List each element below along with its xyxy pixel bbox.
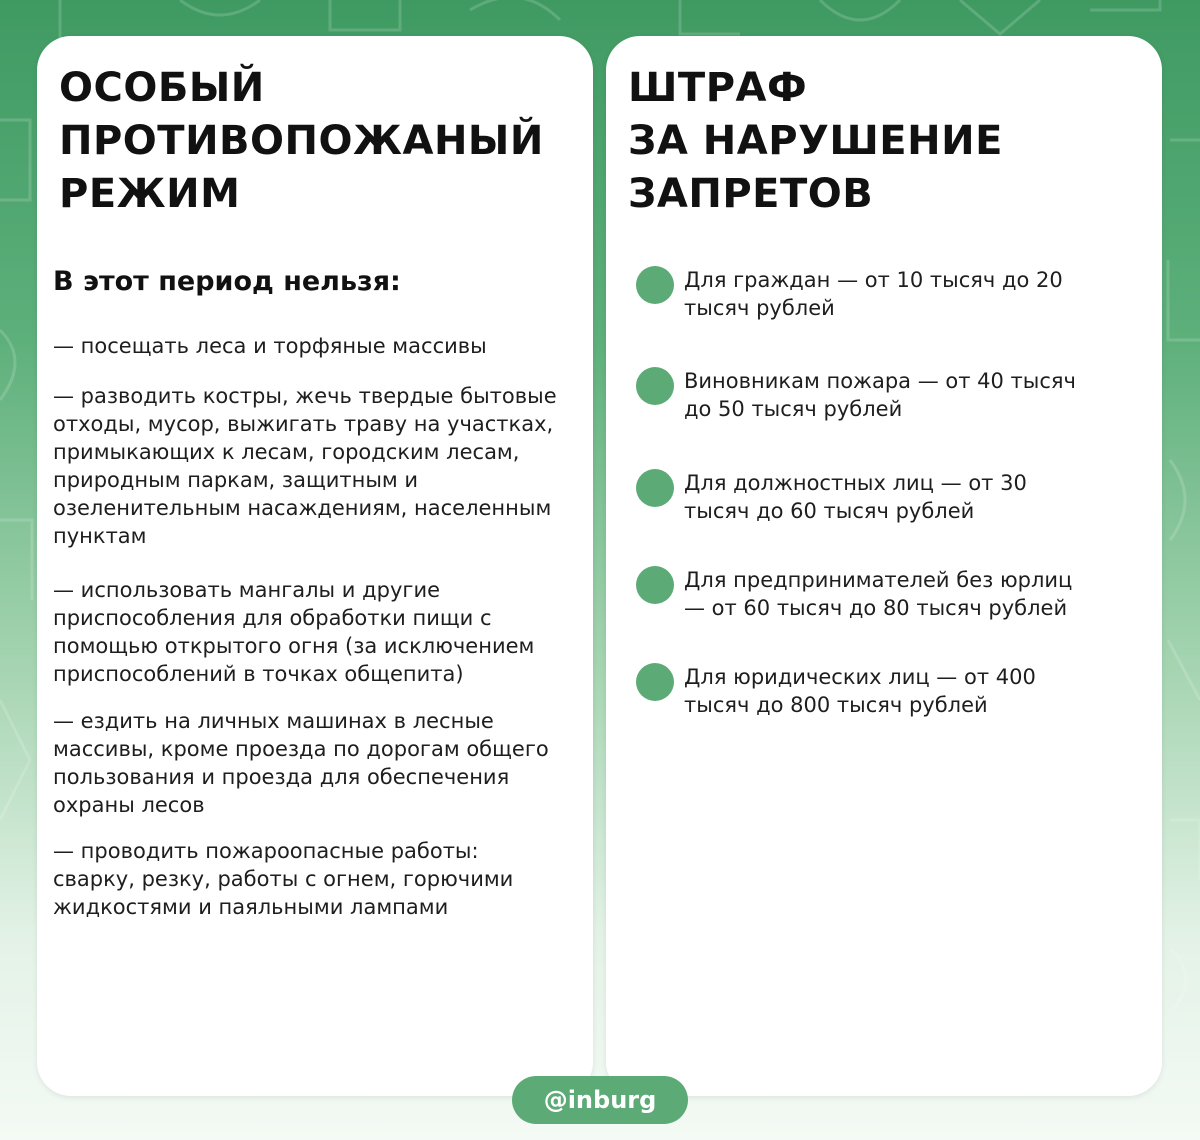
fine-text: Виновникам пожара — от 40 тысяч до 50 тысяч рублей: [684, 369, 1076, 421]
bullet-dot-icon: [636, 566, 674, 604]
bullet-dot-icon: [636, 469, 674, 507]
fine-item: [636, 266, 1063, 322]
restrictions-card: [37, 36, 593, 1096]
fine-text: Для предпринимателей без юрлиц — от 60 тысяч до 80 тысяч рублей: [684, 568, 1073, 620]
fine-item: [636, 367, 1076, 423]
restrictions-title: ОСОБЫЙ ПРОТИВОПОЖАНЫЙ РЕЖИМ: [59, 65, 544, 217]
fine-text: Для граждан — от 10 тысяч до 20 тысяч рублей: [684, 268, 1063, 320]
restriction-item: — посещать леса и торфяные массивы: [53, 334, 487, 358]
fine-item: [636, 469, 1027, 525]
account-handle-badge[interactable]: @inburg: [512, 1076, 688, 1124]
fine-text: Для юридических лиц — от 400 тысяч до 800 тысяч рублей: [684, 665, 1036, 717]
fines-title: ШТРАФ ЗА НАРУШЕНИЕ ЗАПРЕТОВ: [628, 65, 1003, 217]
restrictions-subheading: В этот период нельзя:: [53, 266, 401, 297]
bullet-dot-icon: [636, 266, 674, 304]
restriction-item: — ездить на личных машинах в лесные массивы, кроме проезда по дорогам общего пользования и проезда для обеспечения охраны лесов: [53, 709, 549, 817]
fines-card: [606, 36, 1162, 1096]
bullet-dot-icon: [636, 367, 674, 405]
fine-item: [636, 663, 1036, 719]
restriction-item: — использовать мангалы и другие приспособления для обработки пищи с помощью открытого огня (за исключением приспособлений в точках общепита): [53, 578, 535, 686]
fine-text: Для должностных лиц — от 30 тысяч до 60 тысяч рублей: [684, 471, 1027, 523]
fine-item: [636, 566, 1072, 622]
restrictions-list: [53, 332, 581, 921]
restriction-item: — разводить костры, жечь твердые бытовые отходы, мусор, выжигать траву на участках, примыкающих к лесам, городским лесам, природным паркам, защитным и озеленительным насаждениям, населенным пунктам: [53, 384, 557, 548]
bullet-dot-icon: [636, 663, 674, 701]
restriction-item: — проводить пожароопасные работы: сварку, резку, работы с огнем, горючими жидкостями и паяльными лампами: [53, 839, 514, 919]
